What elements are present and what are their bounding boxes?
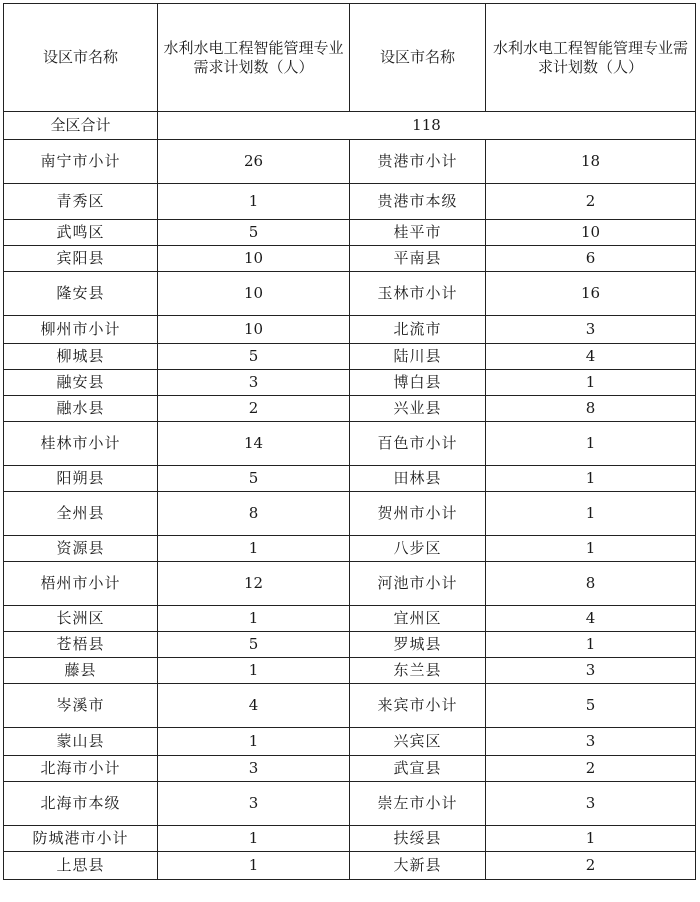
region-name-left: 隆安县 [4, 272, 158, 316]
demand-count-right: 2 [486, 756, 696, 782]
region-name-left: 防城港市小计 [4, 826, 158, 852]
demand-count-right: 1 [486, 466, 696, 492]
demand-count-right: 4 [486, 606, 696, 632]
region-name-left: 梧州市小计 [4, 562, 158, 606]
region-name-right: 田林县 [350, 466, 486, 492]
region-name-left: 北海市本级 [4, 782, 158, 826]
region-name-right: 河池市小计 [350, 562, 486, 606]
demand-count-right: 1 [486, 370, 696, 396]
demand-count-right: 8 [486, 396, 696, 422]
table-row [4, 422, 696, 466]
demand-count-left: 5 [158, 632, 350, 658]
demand-count-right: 18 [486, 140, 696, 184]
demand-count-left: 10 [158, 246, 350, 272]
demand-count-right: 3 [486, 316, 696, 344]
region-name-right: 贵港市本级 [350, 184, 486, 220]
region-name-right: 贵港市小计 [350, 140, 486, 184]
demand-count-left: 8 [158, 492, 350, 536]
table-row [4, 728, 696, 756]
region-name-right: 贺州市小计 [350, 492, 486, 536]
header-region-name-right: 设区市名称 [350, 4, 486, 112]
demand-count-right: 10 [486, 220, 696, 246]
demand-count-left: 1 [158, 852, 350, 880]
table-row [4, 370, 696, 396]
region-name-left: 北海市小计 [4, 756, 158, 782]
demand-count-right: 4 [486, 344, 696, 370]
header-region-name-left: 设区市名称 [4, 4, 158, 112]
demand-count-left: 5 [158, 220, 350, 246]
demand-count-left: 2 [158, 396, 350, 422]
region-name-left: 藤县 [4, 658, 158, 684]
region-name-left: 阳朔县 [4, 466, 158, 492]
demand-count-right: 2 [486, 852, 696, 880]
table-row [4, 140, 696, 184]
region-name-left: 岑溪市 [4, 684, 158, 728]
region-name-right: 陆川县 [350, 344, 486, 370]
region-name-right: 罗城县 [350, 632, 486, 658]
quota-table [3, 3, 696, 880]
table-row [4, 632, 696, 658]
table-body [4, 112, 696, 880]
demand-count-left: 3 [158, 782, 350, 826]
table-row [4, 396, 696, 422]
header-demand-count-left: 水利水电工程智能管理专业需求计划数（人） [158, 4, 350, 112]
region-name-left: 柳城县 [4, 344, 158, 370]
region-name-right: 崇左市小计 [350, 782, 486, 826]
region-name-right: 武宣县 [350, 756, 486, 782]
demand-count-left: 1 [158, 184, 350, 220]
demand-count-left: 14 [158, 422, 350, 466]
demand-count-left: 26 [158, 140, 350, 184]
demand-count-right: 5 [486, 684, 696, 728]
demand-count-right: 3 [486, 728, 696, 756]
region-name-left: 融水县 [4, 396, 158, 422]
region-name-right: 平南县 [350, 246, 486, 272]
demand-count-right: 6 [486, 246, 696, 272]
total-label: 全区合计 [4, 112, 158, 140]
region-name-left: 资源县 [4, 536, 158, 562]
table-row [4, 782, 696, 826]
demand-count-right: 3 [486, 782, 696, 826]
region-name-left: 长洲区 [4, 606, 158, 632]
demand-count-left: 5 [158, 466, 350, 492]
region-name-right: 博白县 [350, 370, 486, 396]
table-row [4, 562, 696, 606]
demand-count-left: 1 [158, 606, 350, 632]
region-name-right: 百色市小计 [350, 422, 486, 466]
demand-count-right: 8 [486, 562, 696, 606]
demand-count-right: 1 [486, 536, 696, 562]
region-name-right: 北流市 [350, 316, 486, 344]
total-row [4, 112, 696, 140]
region-name-right: 来宾市小计 [350, 684, 486, 728]
demand-count-right: 1 [486, 632, 696, 658]
table-row [4, 344, 696, 370]
region-name-right: 宜州区 [350, 606, 486, 632]
demand-count-left: 3 [158, 370, 350, 396]
table-row [4, 826, 696, 852]
demand-count-right: 2 [486, 184, 696, 220]
demand-count-right: 1 [486, 492, 696, 536]
region-name-left: 宾阳县 [4, 246, 158, 272]
region-name-left: 上思县 [4, 852, 158, 880]
region-name-left: 全州县 [4, 492, 158, 536]
region-name-left: 青秀区 [4, 184, 158, 220]
demand-count-left: 10 [158, 272, 350, 316]
demand-count-left: 4 [158, 684, 350, 728]
region-name-right: 大新县 [350, 852, 486, 880]
demand-count-left: 1 [158, 536, 350, 562]
table-row [4, 536, 696, 562]
region-name-right: 扶绥县 [350, 826, 486, 852]
table-row [4, 684, 696, 728]
table-row [4, 220, 696, 246]
region-name-right: 兴宾区 [350, 728, 486, 756]
demand-count-left: 3 [158, 756, 350, 782]
region-name-left: 苍梧县 [4, 632, 158, 658]
table-row [4, 606, 696, 632]
demand-count-left: 12 [158, 562, 350, 606]
region-name-right: 桂平市 [350, 220, 486, 246]
table-row [4, 316, 696, 344]
demand-count-left: 1 [158, 658, 350, 684]
region-name-left: 桂林市小计 [4, 422, 158, 466]
demand-count-left: 1 [158, 826, 350, 852]
table-row [4, 184, 696, 220]
region-name-left: 融安县 [4, 370, 158, 396]
table-row [4, 466, 696, 492]
demand-count-right: 16 [486, 272, 696, 316]
region-name-left: 南宁市小计 [4, 140, 158, 184]
region-name-left: 柳州市小计 [4, 316, 158, 344]
demand-count-left: 1 [158, 728, 350, 756]
table-row [4, 492, 696, 536]
demand-count-left: 5 [158, 344, 350, 370]
region-name-right: 兴业县 [350, 396, 486, 422]
region-name-right: 八步区 [350, 536, 486, 562]
region-name-left: 武鸣区 [4, 220, 158, 246]
total-value: 118 [158, 112, 696, 140]
table-row [4, 272, 696, 316]
region-name-right: 东兰县 [350, 658, 486, 684]
header-row [4, 4, 696, 112]
demand-count-right: 3 [486, 658, 696, 684]
demand-count-left: 10 [158, 316, 350, 344]
demand-count-right: 1 [486, 422, 696, 466]
table-row [4, 756, 696, 782]
header-demand-count-right: 水利水电工程智能管理专业需求计划数（人） [486, 4, 696, 112]
demand-count-right: 1 [486, 826, 696, 852]
table-row [4, 658, 696, 684]
table-row [4, 852, 696, 880]
region-name-right: 玉林市小计 [350, 272, 486, 316]
region-name-left: 蒙山县 [4, 728, 158, 756]
table-row [4, 246, 696, 272]
